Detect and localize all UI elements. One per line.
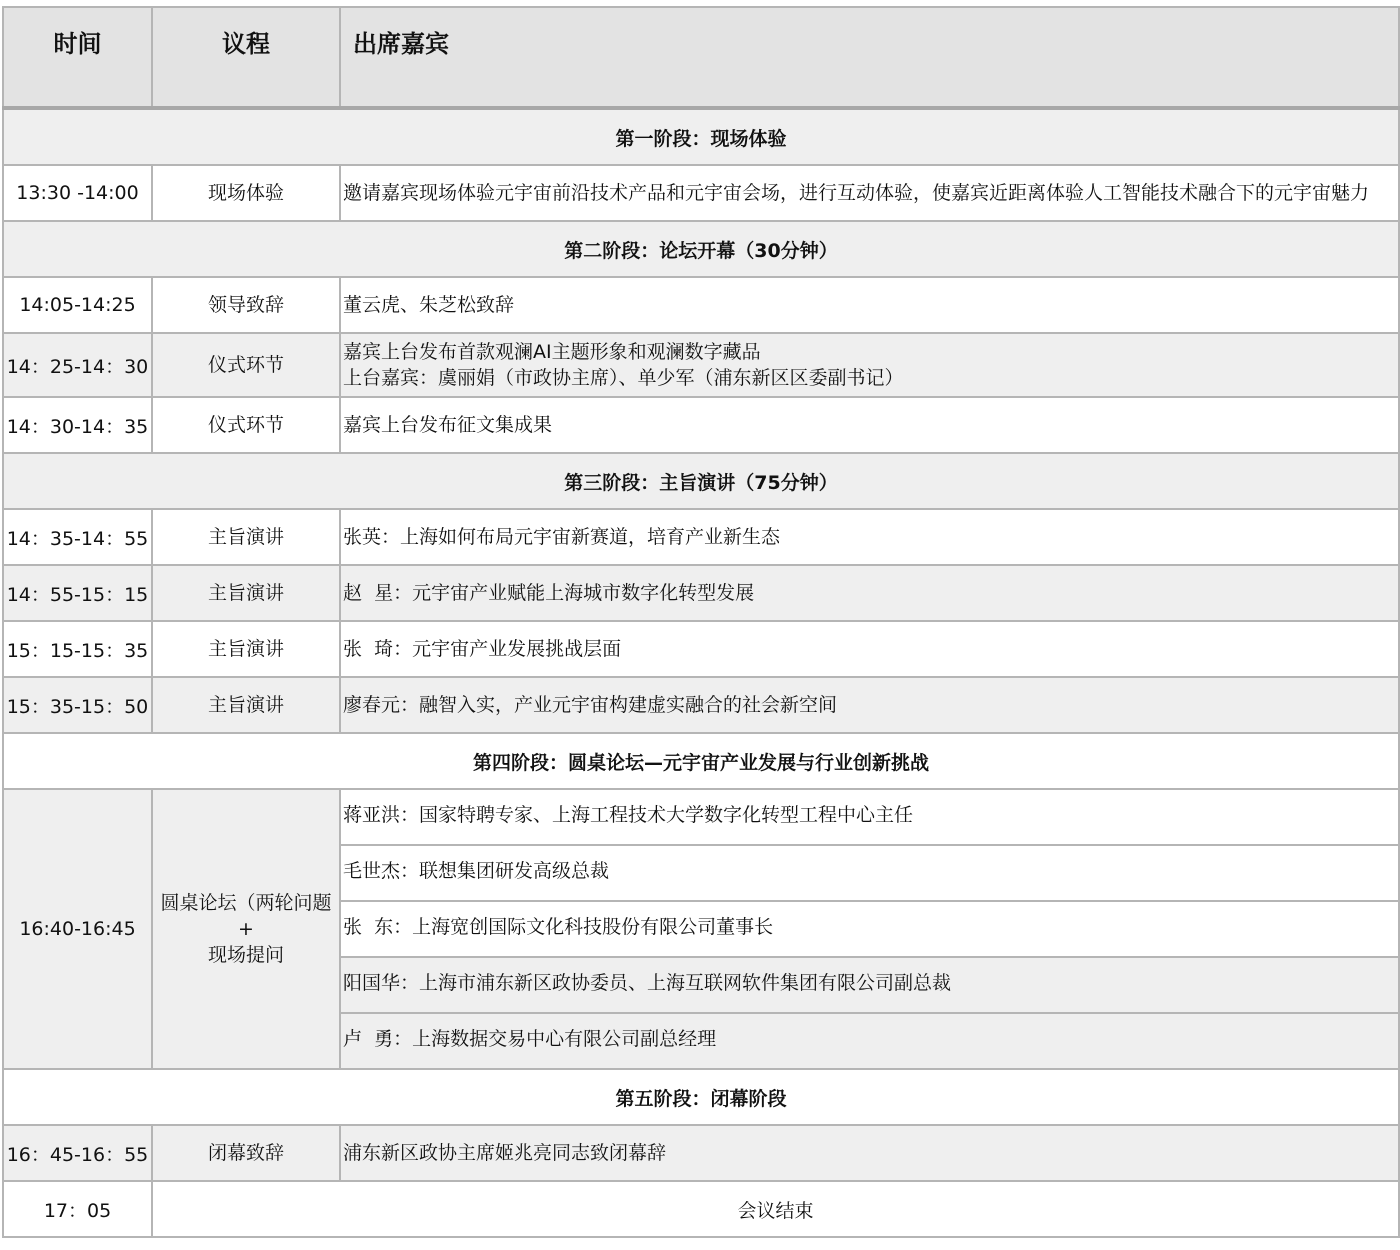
phase-row-1 [3,108,1399,165]
agenda-cell: 领导致辞 [152,277,340,333]
phase-title: 第五阶段：闭幕阶段 [3,1069,1399,1125]
agenda-cell: 现场体验 [152,165,340,221]
table-row [3,677,1399,733]
guest-cell: 卢 勇：上海数据交易中心有限公司副总经理 [340,1013,1399,1069]
time-cell: 16:40-16:45 [3,789,152,1069]
table-row [3,509,1399,565]
time-cell: 15：35-15：50 [3,677,152,733]
agenda-cell: 仪式环节 [152,397,340,453]
guest-cell: 董云虎、朱芝松致辞 [340,277,1399,333]
header-guests: 出席嘉宾 [340,7,1399,108]
time-cell: 13:30 -14:00 [3,165,152,221]
agenda-cell: 主旨演讲 [152,509,340,565]
agenda-cell: 仪式环节 [152,333,340,397]
table-row [3,397,1399,453]
time-cell: 14：35-14：55 [3,509,152,565]
guest-cell [340,333,1399,397]
guest-cell: 廖春元：融智入实，产业元宇宙构建虚实融合的社会新空间 [340,677,1399,733]
phase-title: 第二阶段：论坛开幕（30分钟） [3,221,1399,277]
agenda-cell: 主旨演讲 [152,677,340,733]
time-cell: 14：25-14：30 [3,333,152,397]
phase-row-3 [3,453,1399,509]
guest-cell: 毛世杰：联想集团研发高级总裁 [340,845,1399,901]
time-cell: 16：45-16：55 [3,1125,152,1181]
table-row [3,789,1399,845]
agenda-cell: 主旨演讲 [152,621,340,677]
guest-cell: 赵 星：元宇宙产业赋能上海城市数字化转型发展 [340,565,1399,621]
guest-cell: 张 东：上海宽创国际文化科技股份有限公司董事长 [340,901,1399,957]
guest-cell: 蒋亚洪：国家特聘专家、上海工程技术大学数字化转型工程中心主任 [340,789,1399,845]
agenda-line: 现场提问 [207,944,284,966]
time-cell: 15：15-15：35 [3,621,152,677]
phase-title: 第四阶段：圆桌论坛—元宇宙产业发展与行业创新挑战 [3,733,1399,789]
time-cell: 14:05-14:25 [3,277,152,333]
guest-cell: 浦东新区政协主席姬兆亮同志致闭幕辞 [340,1125,1399,1181]
agenda-table [2,6,1400,1238]
guest-cell: 张 琦：元宇宙产业发展挑战层面 [340,621,1399,677]
guest-line: 上台嘉宾：虞丽娟（市政协主席）、单少军（浦东新区区委副书记） [343,367,904,389]
table-row [3,165,1399,221]
agenda-cell: 闭幕致辞 [152,1125,340,1181]
header-agenda: 议程 [152,7,340,108]
end-cell: 会议结束 [152,1181,1399,1237]
guest-line: 嘉宾上台发布首款观澜AI主题形象和观澜数字藏品 [343,341,761,363]
header-time: 时间 [3,7,152,108]
phase-title: 第一阶段：现场体验 [3,108,1399,165]
phase-title: 第三阶段：主旨演讲（75分钟） [3,453,1399,509]
phase-row-4 [3,733,1399,789]
header-row [3,7,1399,108]
table-row [3,621,1399,677]
table-row [3,1181,1399,1237]
guest-cell: 张英：上海如何布局元宇宙新赛道，培育产业新生态 [340,509,1399,565]
time-cell: 14：55-15：15 [3,565,152,621]
guest-cell: 嘉宾上台发布征文集成果 [340,397,1399,453]
guest-cell: 邀请嘉宾现场体验元宇宙前沿技术产品和元宇宙会场，进行互动体验，使嘉宾近距离体验人工智能技术融合下的元宇宙魅力 [340,165,1399,221]
table-row [3,565,1399,621]
agenda-line: 圆桌论坛（两轮问题+ [160,892,332,940]
agenda-cell [152,789,340,1069]
guest-cell: 阳国华：上海市浦东新区政协委员、上海互联网软件集团有限公司副总裁 [340,957,1399,1013]
time-cell: 17：05 [3,1181,152,1237]
table-row [3,277,1399,333]
phase-row-5 [3,1069,1399,1125]
phase-row-2 [3,221,1399,277]
table-row [3,333,1399,397]
agenda-cell: 主旨演讲 [152,565,340,621]
time-cell: 14：30-14：35 [3,397,152,453]
table-row [3,1125,1399,1181]
